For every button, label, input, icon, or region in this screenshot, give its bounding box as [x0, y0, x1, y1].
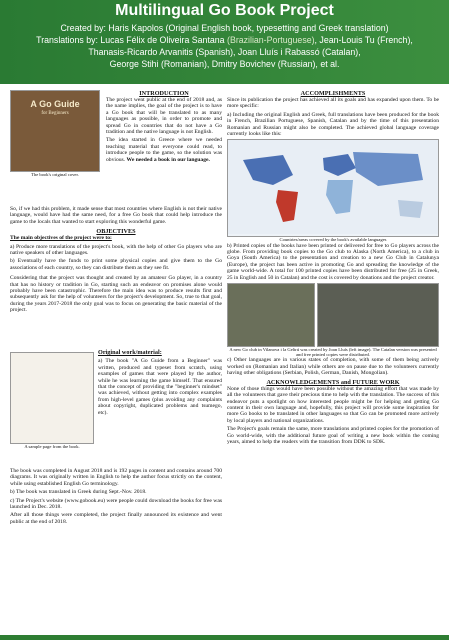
original-work — [98, 350, 222, 418]
original-p2: After all those things were completed, the project finally announced its existence and went public at the end of 2018. — [10, 512, 222, 525]
objective-a: a) Produce more translations of the project's book, with the help of other Go players who are native speakers of other languages. — [10, 243, 222, 257]
sample-page-image — [10, 352, 94, 444]
book-cover-block — [10, 90, 100, 177]
objective-b: b) Eventually have the funds to print some physical copies and give them to the Go associations of each country, so they can distribute them as they see fit. — [10, 258, 222, 271]
intro-text — [106, 90, 222, 165]
right-column — [227, 90, 439, 447]
objectives-text: Considering that the project was thought and created by an amateur Go player, in a country that has no history or tradition in Go, starting such an endeavor on promises alone would probably have been catastrophic. Therefore the main idea was to produce results first and subsequently ask for the help of volunteers for the project's development. So, true to that goal, during the years 2017-2018 the only goal was to focus on generating the basic material of the project. — [10, 275, 222, 314]
original-b: b) The book was translated in Greek during Sept.-Nov. 2018. — [10, 489, 147, 496]
accomplishments-title: ACCOMPLISHMENTS — [300, 90, 366, 97]
accomplishments-p1: Since its publication the project has achieved all its goals and has expanded upon them. To be more specific: — [227, 97, 439, 110]
accomplishment-a: a) Including the original English and Greek, full translations have been produced for the book in French, Brazilian Portuguese, Spanish, Catalan and by the time of this presentation Romanian and Russian might also be completed. The achieved global language coverage currently looks like this: — [227, 111, 439, 138]
cover-caption: The book's original cover. — [31, 172, 79, 177]
future-p2: The Project's goals remain the same, more translations and printed copies for the promotion of Go world-wide, with the additional future goal of writing a new book within the coming years, aimed to help the readers with the transition from DDK to SDK. — [227, 426, 439, 445]
book-cover-image — [10, 90, 100, 172]
poster-title: Multilingual Go Book Project — [115, 2, 334, 19]
intro-p1: The project went public at the end of 2018 and, as the name implies, the goal of the project is to have a Go book that will be translated to as many languages as possible, in order to promote and spread Go in countries that do not have a Go tradition and the native language is not English. — [106, 97, 222, 136]
club-photo-right — [317, 283, 439, 347]
objectives-heading: The main objectives of the project were to: — [10, 235, 112, 242]
world-map-image — [227, 139, 439, 237]
original-a: a) The book "A Go Guide from a Beginner" was written, produced and typeset from scratch, using examples of games that were played by the author, while he was learning the game himself. That ensured that the concept of providing the "beginner's mindset" was achieved, without getting into complex examples from high-level games (plus avoiding any complaints about copyright, duplicated problems and tsumego, etc). — [98, 358, 222, 416]
original-continued — [10, 468, 222, 527]
intro-p3: So, if we had this problem, it made sense that most countries where English is not their native language, would have had the same need, for a free Go book that could help introduce the game to the locals that wanted to start exploring this wonderful game. — [10, 206, 222, 225]
original-p1: The book was completed in August 2018 and is 192 pages in content and contains around 700 diagrams. It was originally written in English to help the author focus strictly on the content, while using established English Go terminology. — [10, 468, 222, 487]
sample-caption: A sample page from the book. — [24, 444, 80, 449]
credit-line-2: Translations by: Lucas Félix de Oliveira Santana (Brazilian-Portuguese), Jean-Louis Tu (French), — [36, 35, 413, 45]
map-caption: Countries/areas covered by the book's available languages — [279, 237, 387, 243]
sample-page-block — [10, 352, 94, 449]
poster-header — [0, 0, 449, 84]
accomplishment-b: b) Printed copies of the books have been printed or delivered for free to Go players across the globe. From providing book copies to the Go club to Alaska (North America), to a club in Goya (South America) to the presentation and creation to a new Go Club in Catalunya (Europe), the project has been active in promoting Go and spreading the knowledge of the game world-wide. A total for 100 printed copies have been distributed for free (25 in Greek, 25 in English and 50 in Catalan) and the cost is covered by donations and the project creator. — [227, 242, 439, 281]
credit-line-3: Thanasis-Ricardo Arvanitis (Spanish), Joan Lluís i Rabassó (Catalan), — [88, 47, 361, 57]
cover-subtitle: for Beginners — [41, 111, 69, 116]
intro-p2: The idea started in Greece where we needed teaching material that everyone could read, to introduce people to the game, so the solution was obvious. We needed a book in our language. — [106, 137, 222, 163]
objectives-title: OBJECTIVES — [96, 228, 136, 236]
cover-title: A Go Guide — [30, 99, 80, 109]
credits — [0, 22, 449, 70]
credit-line-1: Created by: Haris Kapolos (Original English book, typesetting and Greek translation) — [60, 23, 389, 33]
club-photos — [227, 283, 439, 347]
original-c: c) The Project's website (www.gobook.eu) were people could download the books for free was launched in Dec. 2018. — [10, 497, 222, 511]
credit-line-4: George Stihi (Romanian), Dmitry Bovichev (Russian), et al. — [109, 59, 340, 69]
footer-bar — [0, 635, 449, 640]
future-title: ACKNOWLEDGEMENTS and FUTURE WORK — [266, 378, 400, 386]
photo-caption: A new Go club in Vilanova i la Geltrú was created by Joan Lluís (left image). The Catalan version was presented and free printed copies were distributed. — [229, 347, 437, 358]
club-photo-left — [227, 283, 315, 347]
intro-title: INTRODUCTION — [139, 90, 189, 97]
original-heading: Original work/material: — [98, 349, 162, 356]
intro-continued — [10, 206, 222, 316]
future-p1: None of those things would have been possible without the amazing effort that was made by all the volunteers that gave their precious time to help with the translation. The success of this endeavor puts a spotlight on how interested people might be for helping and getting Go content in their own language and, hopefully, this project will provide some inspiration for more Go books to be translated in other languages so that Go can be promoted more actively by local players and national organizations. — [227, 385, 439, 424]
accomplishment-c: c) Other languages are in various states of completion, with some of them being actively worked on (Romanian and Italian) while others are on pause due to the volunteers currently having other obligations (Serbian, Polish, German, Danish, Mongolian). — [227, 357, 439, 377]
world-map-icon — [228, 140, 438, 234]
